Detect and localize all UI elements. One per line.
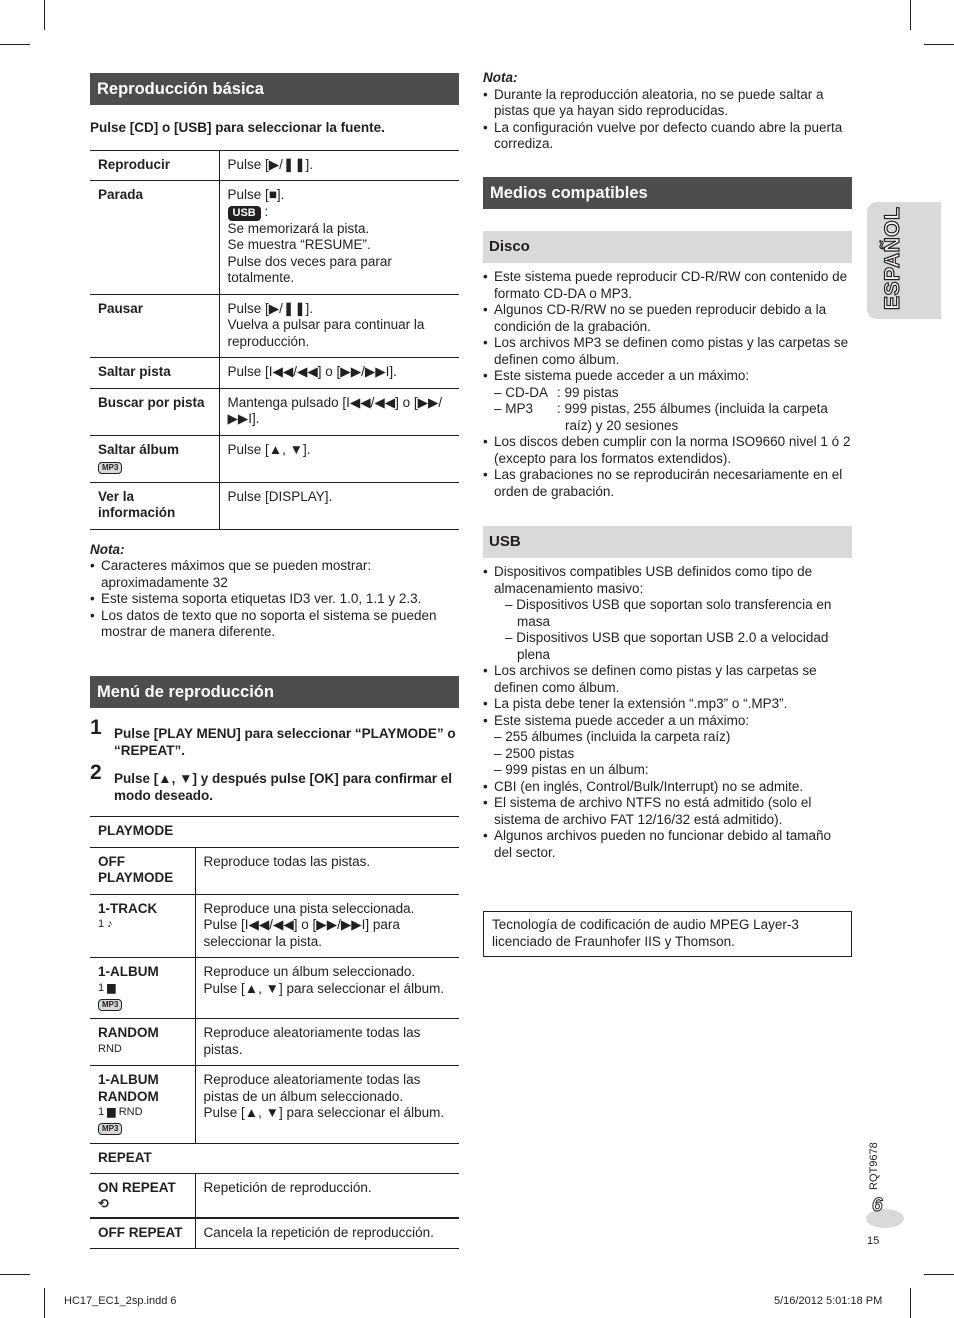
nota-title: Nota: bbox=[483, 70, 518, 85]
dash-value: : 999 pistas, 255 álbumes (incluida la carpeta raíz) y 20 sesiones bbox=[557, 401, 828, 433]
list-item: • Los archivos MP3 se definen como pistas y las carpetas se definen como álbum. bbox=[483, 335, 852, 368]
crop-mark bbox=[924, 44, 954, 45]
repeat-icon: ⟲ bbox=[98, 1195, 109, 1211]
dash-label: – CD-DA bbox=[494, 384, 549, 400]
table-row bbox=[90, 958, 459, 1019]
table-row bbox=[90, 388, 459, 435]
dash-item: – 999 pistas en un álbum: bbox=[494, 762, 649, 777]
step-text: Pulse [▲, ▼] y después pulse [OK] para confirmar el modo deseado. bbox=[114, 771, 453, 803]
row-key: Reproducir bbox=[90, 150, 219, 181]
language-tab bbox=[867, 202, 941, 319]
section-basic-playback bbox=[90, 73, 459, 641]
row-key: OFF PLAYMODE bbox=[90, 847, 195, 894]
list-item bbox=[483, 564, 852, 663]
row-key bbox=[90, 1174, 195, 1218]
table-row bbox=[90, 1019, 459, 1066]
value-line: Pulse dos veces para parar totalmente. bbox=[227, 253, 392, 285]
key-label: 1-ALBUM RANDOM bbox=[98, 1072, 159, 1104]
table-row bbox=[90, 1174, 459, 1218]
section-title: Reproducción básica bbox=[90, 73, 459, 105]
value-line: Pulse [▶/❚❚]. bbox=[227, 300, 314, 316]
row-key: Buscar por pista bbox=[90, 388, 219, 435]
crop-mark bbox=[924, 1274, 954, 1275]
nota-title: Nota: bbox=[90, 541, 125, 557]
track-indicator-icon: 1 ♪ bbox=[98, 918, 113, 930]
list-item: • Algunos CD-R/RW no se pueden reproducir debido a la condición de la grabación. bbox=[483, 302, 852, 335]
value-line: Pulse [■]. bbox=[227, 187, 285, 202]
item-text: • Este sistema puede acceder a un máximo: bbox=[494, 712, 750, 728]
value-line: Vuelva a pulsar para continuar la reproducción. bbox=[227, 317, 425, 349]
slug-timestamp: 5/16/2012 5:01:18 PM bbox=[774, 1295, 883, 1307]
basic-intro: Pulse [CD] o [USB] para seleccionar la fuente. bbox=[90, 120, 385, 135]
table-row bbox=[90, 150, 459, 181]
row-value bbox=[195, 958, 459, 1019]
dash-item: – Dispositivos USB que soportan USB 2.0 a velocidad plena bbox=[505, 630, 829, 662]
row-value: Reproduce aleatoriamente todas las pistas. bbox=[195, 1019, 459, 1066]
row-value: Repetición de reproducción. bbox=[195, 1174, 459, 1218]
row-value: Reproduce todas las pistas. bbox=[195, 847, 459, 894]
table-header-row bbox=[90, 817, 459, 848]
album-indicator-icon: 1 ▆ bbox=[98, 981, 116, 994]
page-number: 6 bbox=[872, 1195, 883, 1216]
step-number: 2 bbox=[90, 761, 102, 784]
dash-item: – 255 álbumes (incluida la carpeta raíz) bbox=[494, 729, 731, 744]
basic-notes bbox=[90, 542, 459, 641]
step-1 bbox=[90, 716, 459, 759]
subsection-usb: USB bbox=[483, 526, 852, 558]
value-line: Se muestra “RESUME”. bbox=[227, 237, 371, 252]
row-key bbox=[90, 894, 195, 958]
key-label: 1-ALBUM bbox=[98, 964, 159, 979]
mp3-badge: MP3 bbox=[98, 999, 122, 1011]
value-line: Reproduce una pista seleccionada. bbox=[203, 900, 415, 916]
value-line: Se memorizará la pista. bbox=[227, 220, 370, 236]
list-item: • El sistema de archivo NTFS no está admitido (solo el sistema de archivo FAT 12/16/32 está admitido). bbox=[483, 795, 852, 828]
playmode-header: PLAYMODE bbox=[90, 817, 459, 848]
document-code: RQT9678 bbox=[868, 1142, 880, 1190]
section-play-menu bbox=[90, 676, 459, 1249]
table-row bbox=[90, 482, 459, 529]
dash-item: – 2500 pistas bbox=[494, 745, 575, 761]
value-line: Pulse [▲, ▼] para seleccionar el álbum. bbox=[203, 980, 445, 996]
slug-filename: HC17_EC1_2sp.indd 6 bbox=[64, 1295, 177, 1307]
crop-mark bbox=[0, 44, 30, 45]
table-row bbox=[90, 294, 459, 358]
usb-list bbox=[483, 564, 852, 861]
right-notes bbox=[483, 70, 852, 153]
value-line: Reproduce un álbum seleccionado. bbox=[203, 964, 416, 979]
value-colon: : bbox=[264, 203, 269, 219]
row-key bbox=[90, 1019, 195, 1066]
key-label: 1-TRACK bbox=[98, 900, 158, 916]
row-value: Pulse [▶/❚❚]. bbox=[219, 150, 459, 181]
row-value: Pulse [I◀◀/◀◀] o [▶▶/▶▶I]. bbox=[219, 358, 459, 389]
language-tab-label: ESPAÑOL bbox=[881, 206, 904, 310]
basic-operations-table bbox=[90, 150, 459, 530]
dash-value: : 99 pistas bbox=[557, 384, 619, 400]
row-key: Pausar bbox=[90, 294, 219, 358]
table-row bbox=[90, 1066, 459, 1144]
playmode-table bbox=[90, 816, 459, 1249]
mp3-badge: MP3 bbox=[98, 1123, 122, 1135]
key-label: ON REPEAT bbox=[98, 1180, 176, 1195]
sheet-number: 15 bbox=[867, 1235, 880, 1247]
list-item: • Caracteres máximos que se pueden mostrar: aproximadamente 32 bbox=[90, 558, 459, 591]
list-item: • Las grabaciones no se reproducirán necesariamente en el orden de grabación. bbox=[483, 467, 852, 500]
list-item: • CBI (en inglés, Control/Bulk/Interrupt) no se admite. bbox=[483, 779, 852, 796]
crop-mark bbox=[0, 1274, 30, 1275]
value-line: Pulse [▲, ▼] para seleccionar el álbum. bbox=[203, 1105, 445, 1120]
list-item: • La configuración vuelve por defecto cuando abre la puerta corrediza. bbox=[483, 120, 852, 153]
row-key: Saltar pista bbox=[90, 358, 219, 389]
crop-mark bbox=[910, 1288, 911, 1318]
usb-badge: USB bbox=[228, 206, 261, 221]
table-row bbox=[90, 358, 459, 389]
list-item: • Los discos deben cumplir con la norma ISO9660 nivel 1 ó 2 (excepto para los formatos extendidos). bbox=[483, 434, 852, 467]
value-line: Pulse [I◀◀/◀◀] o [▶▶/▶▶I] para seleccionar la pista. bbox=[203, 917, 400, 949]
key-label: Saltar álbum bbox=[98, 441, 180, 457]
row-key: Parada bbox=[90, 181, 219, 295]
step-2 bbox=[90, 761, 459, 804]
list-item: • Los datos de texto que no soporta el sistema se pueden mostrar de manera diferente. bbox=[90, 608, 459, 641]
list-item: • La pista debe tener la extensión “.mp3” o “.MP3”. bbox=[483, 696, 852, 713]
mp3-badge: MP3 bbox=[98, 462, 122, 474]
step-text: Pulse [PLAY MENU] para seleccionar “PLAYMODE” o “REPEAT”. bbox=[114, 726, 456, 758]
table-row bbox=[90, 435, 459, 482]
row-value: Mantenga pulsado [I◀◀/◀◀] o [▶▶/▶▶I]. bbox=[219, 388, 459, 435]
crop-mark bbox=[44, 1288, 45, 1318]
row-key bbox=[90, 435, 219, 482]
table-row bbox=[90, 181, 459, 295]
row-key: Ver la información bbox=[90, 482, 219, 529]
row-value: Cancela la repetición de reproducción. bbox=[195, 1218, 459, 1249]
list-item: • Los archivos se definen como pistas y las carpetas se definen como álbum. bbox=[483, 663, 852, 696]
row-key bbox=[90, 1066, 195, 1144]
repeat-header: REPEAT bbox=[90, 1143, 459, 1174]
dash-label: – MP3 bbox=[494, 401, 534, 416]
row-value: Pulse [▲, ▼]. bbox=[219, 435, 459, 482]
row-value bbox=[195, 1066, 459, 1144]
table-row bbox=[90, 894, 459, 958]
album-random-indicator: 1 ▆ RND bbox=[98, 1106, 143, 1118]
section-title: Menú de reproducción bbox=[90, 676, 459, 708]
list-item: • Este sistema puede reproducir CD-R/RW con contenido de formato CD-DA o MP3. bbox=[483, 269, 852, 302]
table-header-row bbox=[90, 1143, 459, 1174]
subsection-disco: Disco bbox=[483, 231, 852, 263]
list-item bbox=[483, 713, 852, 779]
dash-item: – Dispositivos USB que soportan solo transferencia en masa bbox=[505, 597, 832, 629]
list-item bbox=[483, 368, 852, 434]
value-line: Reproduce aleatoriamente todas las pistas de un álbum seleccionado. bbox=[203, 1072, 421, 1104]
list-item: • Algunos archivos pueden no funcionar debido al tamaño del sector. bbox=[483, 828, 852, 861]
step-number: 1 bbox=[90, 716, 102, 739]
list-item: • Este sistema soporta etiquetas ID3 ver. 1.0, 1.1 y 2.3. bbox=[90, 591, 459, 608]
list-item: • Durante la reproducción aleatoria, no se puede saltar a pistas que ya hayan sido reproducidas. bbox=[483, 87, 852, 120]
section-compatible-media bbox=[483, 177, 852, 861]
item-text: • Dispositivos compatibles USB definidos como tipo de almacenamiento masivo: bbox=[494, 564, 813, 596]
random-indicator: RND bbox=[98, 1042, 122, 1055]
table-row bbox=[90, 847, 459, 894]
table-row bbox=[90, 1218, 459, 1249]
disco-list bbox=[483, 269, 852, 500]
row-value bbox=[219, 294, 459, 358]
crop-mark bbox=[44, 0, 45, 30]
section-title: Medios compatibles bbox=[483, 177, 852, 209]
row-value bbox=[219, 181, 459, 295]
row-value bbox=[195, 894, 459, 958]
item-text: • Este sistema puede acceder a un máximo: bbox=[494, 368, 750, 383]
row-key bbox=[90, 958, 195, 1019]
row-key: OFF REPEAT bbox=[90, 1218, 195, 1249]
key-label: RANDOM bbox=[98, 1025, 159, 1040]
license-note: Tecnología de codificación de audio MPEG Layer-3 licenciado de Fraunhofer IIS y Thomson. bbox=[483, 911, 852, 957]
crop-mark bbox=[910, 0, 911, 30]
row-value: Pulse [DISPLAY]. bbox=[219, 482, 459, 529]
